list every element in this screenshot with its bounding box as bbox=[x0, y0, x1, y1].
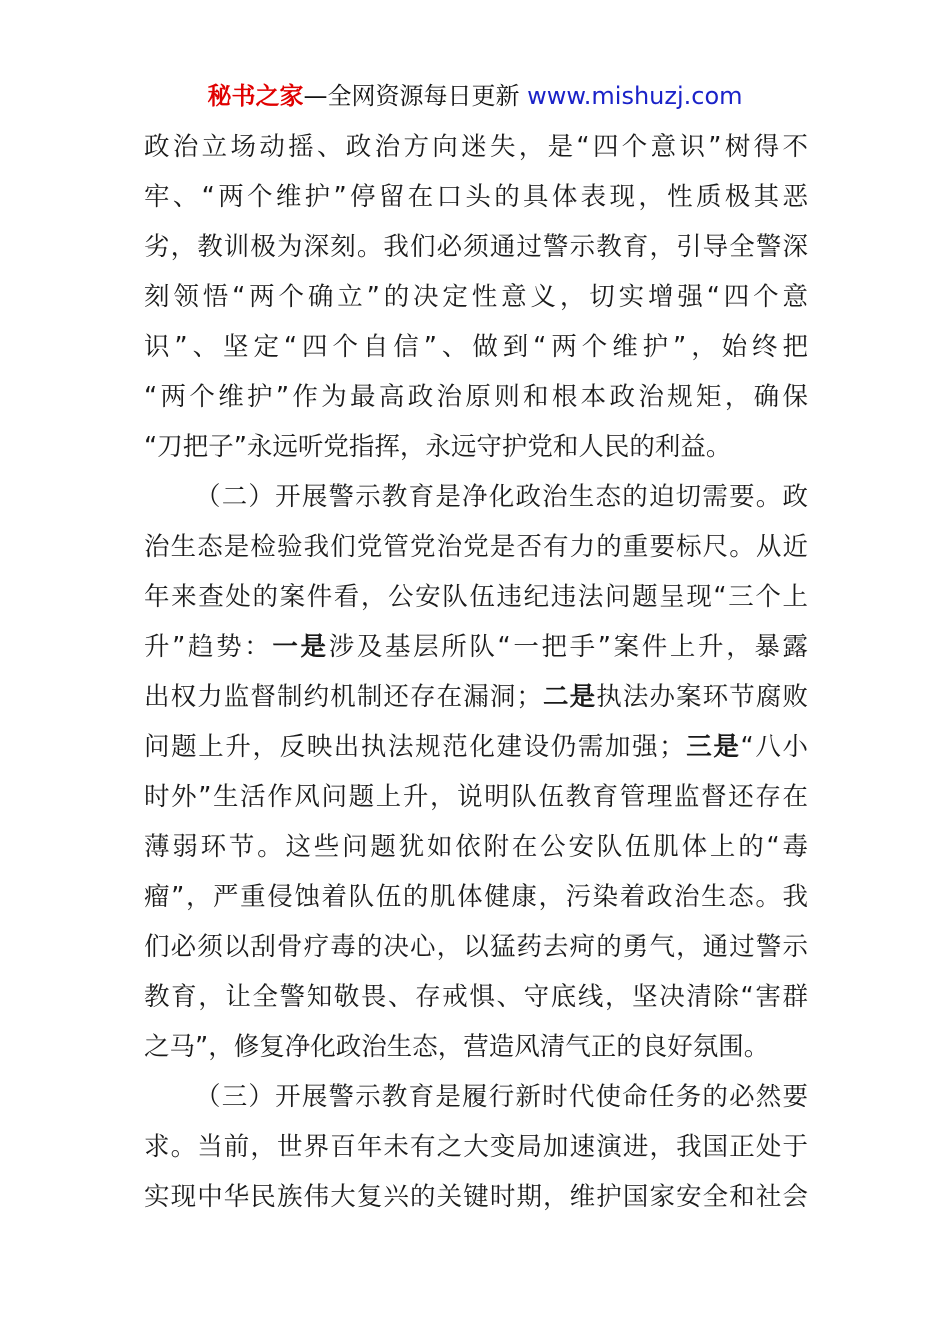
text-run: “八小 bbox=[740, 732, 808, 762]
text-line: 牢、“两个维护”停留在口头的具体表现，性质极其恶 bbox=[144, 182, 808, 212]
site-brand: 秘书之家 bbox=[207, 82, 304, 110]
site-url-link[interactable]: www.mishuzj.com bbox=[527, 82, 743, 110]
bold-run: 二是 bbox=[541, 682, 597, 712]
text-line: 时外”生活作风问题上升，说明队伍教育管理监督还存在 bbox=[144, 782, 808, 812]
text-line: 识”、坚定“四个自信”、做到“两个维护”，始终把 bbox=[144, 332, 808, 362]
text-run: 执法办案环节腐败 bbox=[596, 682, 808, 712]
text-line: 劣，教训极为深刻。我们必须通过警示教育，引导全警深 bbox=[144, 232, 808, 262]
text-line: 治生态是检验我们党管党治党是否有力的重要标尺。从近 bbox=[144, 532, 808, 562]
text-line: 教育，让全警知敬畏、存戒惧、守底线，坚决清除“害群 bbox=[144, 982, 808, 1012]
paragraph-heading-two: （二）开展警示教育是净化政治生态的迫切需要。政 bbox=[195, 482, 808, 512]
document-body bbox=[144, 122, 808, 1222]
text-line: 求。当前，世界百年未有之大变局加速演进，我国正处于 bbox=[144, 1132, 808, 1162]
bold-run: 一是 bbox=[272, 632, 329, 662]
text-line: 刻领悟“两个确立”的决定性意义，切实增强“四个意 bbox=[144, 282, 808, 312]
page-header bbox=[0, 78, 950, 114]
text-line: “刀把子”永远听党指挥，永远守护党和人民的利益。 bbox=[144, 432, 732, 462]
text-line: “两个维护”作为最高政治原则和根本政治规矩，确保 bbox=[144, 382, 808, 412]
text-run: 涉及基层所队“一把手”案件上升，暴露 bbox=[328, 632, 808, 662]
text-line bbox=[144, 722, 808, 772]
text-line: 实现中华民族伟大复兴的关键时期，维护国家安全和社会 bbox=[144, 1182, 808, 1212]
text-line: 薄弱环节。这些问题犹如依附在公安队伍肌体上的“毒 bbox=[144, 832, 808, 862]
text-line: 之马”，修复净化政治生态，营造风清气正的良好氛围。 bbox=[144, 1032, 770, 1062]
text-line: 政治立场动摇、政治方向迷失，是“四个意识”树得不 bbox=[144, 132, 808, 162]
text-line bbox=[144, 622, 808, 672]
text-line: 们必须以刮骨疗毒的决心，以猛药去疴的勇气，通过警示 bbox=[144, 932, 808, 962]
text-run: 出权力监督制约机制还存在漏洞； bbox=[144, 682, 542, 712]
text-run: 问题上升，反映出执法规范化建设仍需加强； bbox=[144, 732, 685, 762]
text-line: 瘤”，严重侵蚀着队伍的肌体健康，污染着政治生态。我 bbox=[144, 882, 808, 912]
site-tagline: —全网资源每日更新 bbox=[303, 82, 528, 110]
bold-run: 三是 bbox=[684, 732, 741, 762]
paragraph-heading-three: （三）开展警示教育是履行新时代使命任务的必然要 bbox=[195, 1082, 808, 1112]
text-line bbox=[144, 672, 808, 722]
text-run: 升”趋势： bbox=[144, 632, 273, 662]
text-line: 年来查处的案件看，公安队伍违纪违法问题呈现“三个上 bbox=[144, 582, 808, 612]
